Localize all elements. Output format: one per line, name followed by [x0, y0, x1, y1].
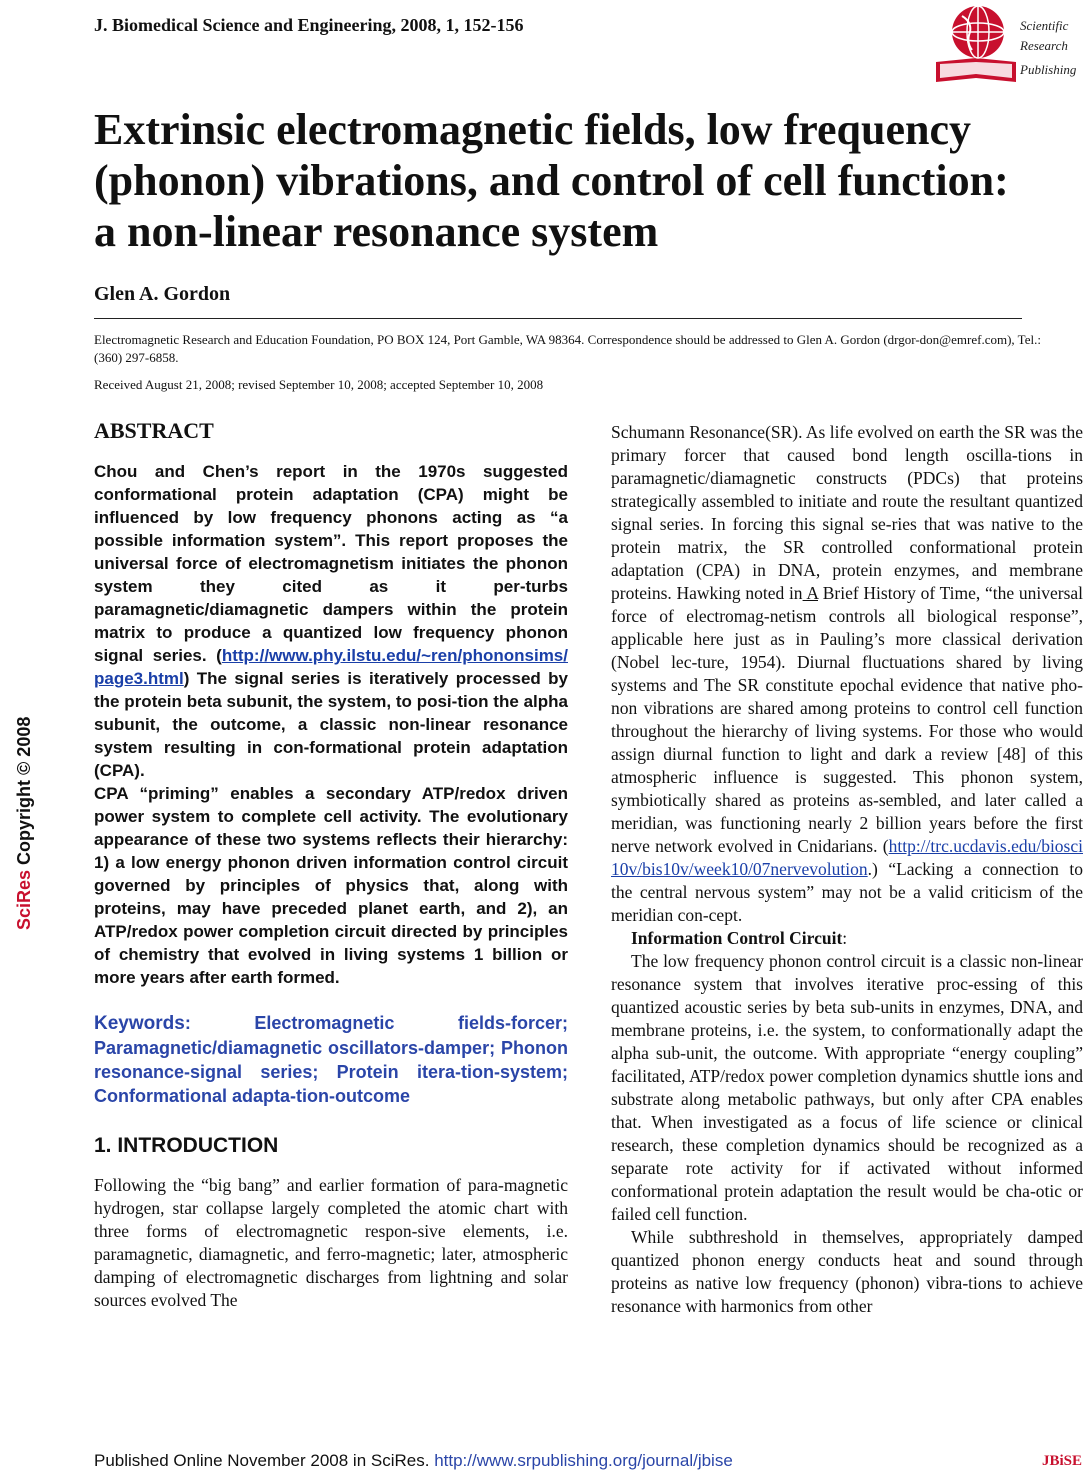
abstract-text: ) The signal series is iteratively processed by the protein beta subunit, the system, to posi-tion the alpha subunit, the outcome, a classic non-linear resonance system resulting in con-formational protein adaptation (CPA). [94, 669, 568, 780]
body-text: Brief History of Time, “the universal force of electromag-netism controls all biological response”, applicable here just as in Pauling’s more classical derivation (Nobel lec-ture, 1954). Diurnal fluctuations shared by living systems and The SR constitute epochal evidence that native pho-non vibrations are shared among proteins to control cell function throughout the hierarchy of living systems. For those who would assign diurnal function to light and dark a review [48] of this atmospheric influence is suggested. This phonon system, symbiotically shared as proteins as-sembled, and later called a meridian, was functioning nearly 2 billion years before the first nerve network evolved in Cnidarians. ( [611, 583, 1084, 856]
body-text: .) “Lacking a connection to the central nervous system” may not be a valid criticism of the meridian con-cept. [611, 859, 1083, 925]
subsection-heading-text: Information Control Circuit [631, 928, 843, 948]
body-link[interactable]: http://trc.ucdavis.edu/biosci10v/bis10v/week10/07nervevolution [611, 836, 1083, 879]
logo-text-publishing: Publishing [1020, 62, 1077, 77]
body-paragraph: While subthreshold in themselves, appropriately damped quantized phonon energy conducts heat and sound through proteins as native low frequency (phonon) vibra-tions to achieve resonance with harmonics from other [611, 1227, 1083, 1316]
header-divider [94, 318, 1022, 319]
side-copyright-brand: SciRes [14, 869, 34, 930]
title-line: Extrinsic electromagnetic fields, low frequency [94, 105, 971, 154]
journal-tag: JBiSE [1041, 1453, 1082, 1469]
left-column [94, 418, 568, 1312]
keywords-text: Electromagnetic fields-forcer; Paramagnetic/diamagnetic oscillators-damper; Phonon resonance-signal series; Protein itera-tion-system; Conformational adapta-tion-outcome [94, 1013, 568, 1106]
side-copyright-text: Copyright © 2008 [14, 716, 34, 870]
introduction-body [94, 1174, 568, 1312]
introduction-paragraph: Following the “big bang” and earlier formation of para-magnetic hydrogen, star collapse largely completed the atomic chart with three forms of electromagnetic respon-sive elements, i.e. paramagnetic, diamagnetic, and ferro-magnetic; later, atmospheric damping of electromagnetic discharges from lightning and solar sources evolved The [94, 1175, 568, 1310]
footer [94, 1451, 733, 1471]
logo-text-scientific: Scientific [1020, 18, 1069, 33]
body-text-underlined: A [802, 583, 818, 603]
logo-text-research: Research [1020, 38, 1068, 53]
title-line: (phonon) vibrations, and control of cell function: [94, 156, 1009, 205]
keywords-separator: : [184, 1013, 255, 1033]
author-name: Glen A. Gordon [94, 283, 231, 305]
abstract-link[interactable]: http://www.phy.ilstu.edu/~ren/phononsims/page3.html [94, 646, 568, 688]
footer-text: Published Online November 2008 in SciRes. [94, 1451, 435, 1470]
right-column [611, 421, 1083, 1318]
body-paragraph: The low frequency phonon control circuit is a classic non-linear resonance system that involves iterative proc-essing of this quantized acoustic series by beta sub-units in enzymes, DNA, and membrane proteins, i.e. the system, to conformationally adapt the alpha sub-unit, the outcome. With appropriate “energy coupling” facilitated, ATP/redox power completion dynamics shuttle ions and substrate along metabolic pathways, but only after CPA enables that. When investigated as a focus of life science or clinical research, these completion dynamics should be recognized as a separate rote activity for if activated without informed conformational protein adaptation the result would be cha-otic or failed cell function. [611, 951, 1083, 1224]
subsection-heading-colon: : [842, 928, 848, 948]
abstract-heading: ABSTRACT [94, 418, 214, 443]
footer-link[interactable]: http://www.srpublishing.org/journal/jbise [434, 1451, 733, 1470]
body-paragraph [611, 421, 1083, 927]
section-heading-introduction: 1. INTRODUCTION [94, 1134, 279, 1157]
abstract-paragraph [94, 460, 568, 782]
received-dates: Received August 21, 2008; revised September 10, 2008; accepted September 10, 2008 [94, 377, 544, 392]
publisher-logo [928, 0, 1088, 90]
body-text: Schumann Resonance(SR). As life evolved on earth the SR was the primary forcer that caused bond length oscilla-tions in paramagnetic/diamagnetic constructs (PDCs) that proteins strategically assembled to initiate and route the resultant quantized signal series. In forcing this signal se-ries that was native to the protein matrix, the SR controlled conformational protein adaptation (CPA) in DNA, protein enzymes, and membrane proteins. Hawking noted in [611, 422, 1083, 603]
globe-book-icon [932, 2, 1020, 86]
article-title [94, 104, 1054, 257]
keywords-label: Keywords [94, 1013, 185, 1034]
abstract-body [94, 460, 568, 989]
abstract-text: Chou and Chen’s report in the 1970s suggested conformational protein adaptation (CPA) might be influenced by low frequency phonons acting as “a possible information system”. This report proposes the universal force of electromagnetism initiates the phonon system they cited as it per-turbs paramagnetic/diamagnetic dampers within the protein matrix to produce a quantized low frequency phonon signal series. ( [94, 462, 568, 665]
affiliation: Electromagnetic Research and Education Foundation, PO BOX 124, Port Gamble, WA 98364. Correspondence should be addressed to Glen A. Gordon (drgor-don@emref.com), Tel.: (360) 297-6858. [94, 332, 1041, 365]
abstract-paragraph: CPA “priming” enables a secondary ATP/redox driven power system to complete cell activity. The evolutionary appearance of these two systems reflects their hierarchy: 1) a low energy phonon driven information control circuit governed by principles of physics that, along with proteins, may have preceded planet earth, and 2), an ATP/redox power completion circuit directed by principles of chemistry that evolved in living systems 1 billion or more years after earth formed. [94, 784, 568, 987]
journal-citation: J. Biomedical Science and Engineering, 2008, 1, 152-156 [94, 15, 524, 35]
subsection-heading [611, 927, 1083, 950]
keywords [94, 1011, 568, 1108]
title-line: a non-linear resonance system [94, 207, 659, 256]
